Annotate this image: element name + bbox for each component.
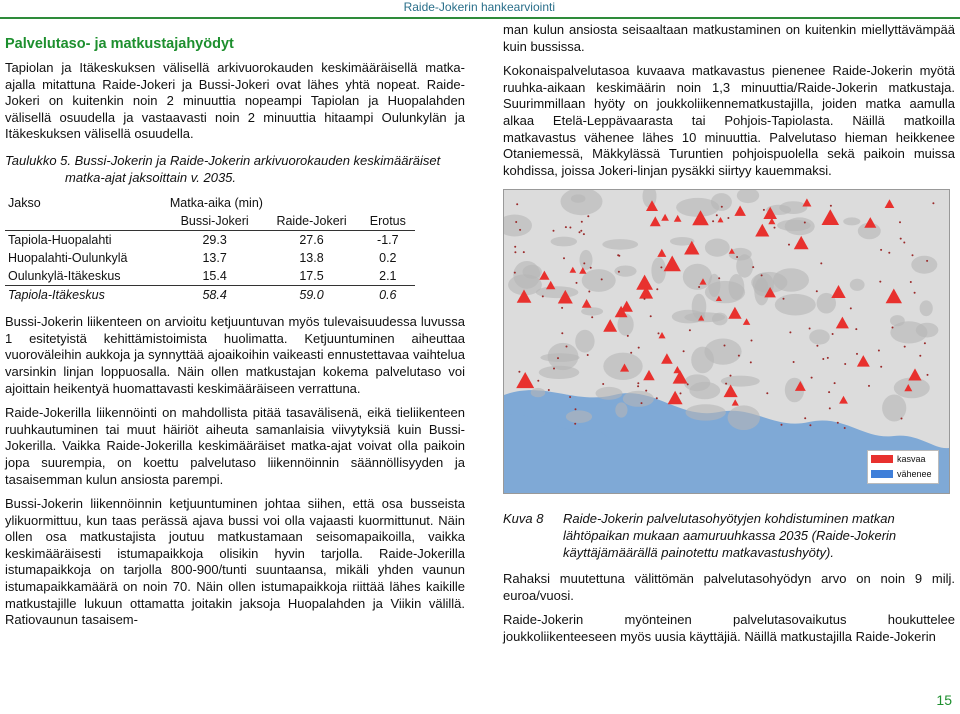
zone-dot — [561, 333, 563, 335]
zone-dot — [912, 255, 914, 257]
zone-dot — [830, 205, 832, 207]
zone-dot — [932, 203, 934, 205]
cell-jakso: Tapiola-Huopalahti — [8, 233, 112, 248]
zone-dot — [850, 308, 852, 310]
cell-bussi: 58.4 — [167, 286, 263, 305]
zone-dot — [924, 343, 926, 345]
zone-dot — [581, 221, 583, 223]
zone-dot — [804, 418, 806, 420]
zone-dot — [576, 282, 578, 284]
zone-dot — [656, 398, 658, 400]
zone-dot — [553, 368, 555, 370]
urban-area — [596, 387, 623, 400]
zone-dot — [914, 292, 916, 294]
header-rule — [0, 17, 960, 19]
zone-dot — [844, 427, 846, 429]
zone-dot — [788, 244, 790, 246]
zone-dot — [837, 422, 839, 424]
zone-dot — [638, 347, 640, 349]
zone-dot — [783, 298, 785, 300]
zone-dot — [602, 383, 604, 385]
urban-area — [513, 261, 540, 289]
cell-jakso: Huopalahti-Oulunkylä — [8, 251, 128, 266]
cell-erotus: 0.2 — [379, 251, 397, 266]
urban-area — [689, 382, 720, 399]
zone-dot — [903, 242, 905, 244]
zone-dot — [698, 286, 700, 288]
zone-dot — [561, 307, 563, 309]
figure-label: Kuva 8 — [503, 511, 544, 527]
zone-dot — [590, 267, 592, 269]
zone-dot — [553, 230, 555, 232]
zone-dot — [514, 252, 516, 254]
urban-area — [683, 264, 712, 290]
urban-area — [775, 294, 816, 316]
map-image — [504, 190, 949, 493]
urban-area — [615, 403, 627, 418]
zone-dot — [724, 345, 726, 347]
zone-dot — [834, 382, 836, 384]
urban-area — [614, 266, 636, 277]
legend-increase-label: kasvaa — [897, 453, 926, 464]
zone-dot — [548, 389, 550, 391]
cell-raide: 27.6 — [299, 233, 324, 248]
zone-dot — [816, 291, 818, 293]
running-header: Raide-Jokerin hankearviointi — [403, 0, 555, 14]
zone-dot — [569, 227, 571, 229]
urban-area — [843, 218, 860, 226]
zone-dot — [725, 383, 727, 385]
body-paragraph: Kokonaispalvelutasoa kuvaava matkavastus pienenee Raide-Jokerin myötä ruuhka-aikaan keskimäärin noin 1,3 minuuttia/Raide-Jokerin matkustaja. Suurimmillaan hyöty on joukkoliikennematkustajilla, joiden matka aamulla alkaa Etelä-Leppävaarasta tai Pohjois-Tapiolasta. Näillä matkoilla matkavastus vähenee lähes 10 minuuttia. Palvelutaso hieman heikkenee Otaniemessä, Mäkkylässä Turuntien pohjoispuolella sekä paikoin muissa kohdissa, joissa Jokeri-linjan pysäkki siirtyy kauemmaksi. — [503, 63, 955, 178]
zone-dot — [516, 204, 518, 206]
table-row — [5, 231, 415, 250]
zone-dot — [752, 266, 754, 268]
figure-caption-text: Raide-Jokerin palvelutasohyötyjen kohdistuminen matkan lähtöpaikan mukaan aamuruuhkassa 2035 (Raide-Jokerin käyttäjämäärällä painotettu matkavastushyöty). — [563, 511, 897, 560]
urban-area — [651, 258, 666, 285]
zone-dot — [523, 251, 525, 253]
zone-dot — [927, 374, 929, 376]
travel-time-table — [5, 194, 415, 304]
urban-area — [809, 330, 830, 345]
table-row — [5, 267, 415, 286]
zone-dot — [774, 227, 776, 229]
zone-dot — [518, 371, 520, 373]
urban-area — [676, 198, 719, 217]
zone-dot — [650, 316, 652, 318]
zone-dot — [822, 358, 824, 360]
zone-dot — [910, 281, 912, 283]
urban-area — [684, 313, 725, 323]
body-paragraph: Rahaksi muutettuna välittömän palvelutasohyödyn arvo on noin 9 milj. euroa/vuosi. — [503, 571, 955, 603]
zone-dot — [868, 385, 870, 387]
section-title: Palvelutaso- ja matkustajahyödyt — [5, 36, 234, 52]
cell-bussi: 13.7 — [202, 251, 227, 266]
cell-jakso: Tapiola-Itäkeskus — [5, 286, 167, 305]
urban-area — [916, 323, 939, 338]
zone-dot — [689, 330, 691, 332]
zone-dot — [832, 333, 834, 335]
urban-area — [575, 330, 594, 353]
col-raide-header: Raide-Jokeri — [262, 212, 360, 231]
urban-area — [531, 388, 546, 397]
urban-area — [773, 269, 809, 293]
cell-erotus: 0.6 — [361, 286, 415, 305]
zone-dot — [736, 256, 738, 258]
zone-dot — [618, 271, 620, 273]
zone-dot — [680, 393, 682, 395]
zone-dot — [901, 418, 903, 420]
urban-area — [894, 378, 930, 399]
zone-dot — [566, 346, 568, 348]
zone-dot — [892, 327, 894, 329]
left-column — [5, 22, 465, 637]
zone-dot — [563, 258, 565, 260]
urban-area — [551, 237, 577, 247]
zone-dot — [565, 226, 567, 228]
zone-dot — [879, 281, 881, 283]
cell-raide: 17.5 — [299, 269, 324, 284]
cell-raide: 13.8 — [299, 251, 324, 266]
urban-area — [704, 339, 741, 365]
table-row-total — [5, 286, 415, 305]
table-caption: Taulukko 5. Bussi-Jokerin ja Raide-Jokerin arkivuorokauden keskimääräiset matka-ajat jaksoittain v. 2035. — [5, 152, 441, 185]
right-column — [503, 22, 955, 654]
urban-area — [686, 405, 726, 421]
body-paragraph: Bussi-Jokerin liikennöinnin ketjuuntuminen johtaa siihen, että osa busseista ylikuormittuu, kun taas perässä ajava bussi voi olla vajaasti kuormittunut. Näin ollen osa matkustajista joutuu matkustamaan seisomapaikoilla, vaikka keskimääräisesti istumapaikkoja olisikin hyvin tarjolla. Raide-Jokerilla istumapaikkoja on tarjolla 800-900/tunti suuntaansa, mikäli yhden vaunun istumapaikkamäärä on noin 70. Näin ollen istumapaikkoja riittää lähes kaikille matkustajille lukuun ottamatta joitakin jaksoja Huopalahden ja Viikin välillä. Ratiovaunun tasaisem- — [5, 496, 465, 628]
zone-dot — [683, 351, 685, 353]
zone-dot — [514, 272, 516, 274]
map-legend — [867, 450, 939, 484]
urban-area — [911, 256, 937, 274]
zone-dot — [738, 355, 740, 357]
zone-dot — [781, 424, 783, 426]
zone-dot — [804, 222, 806, 224]
urban-area — [777, 220, 811, 231]
cell-erotus: 2.1 — [379, 269, 397, 284]
urban-area — [920, 301, 933, 317]
zone-dot — [583, 233, 585, 235]
zone-dot — [828, 391, 830, 393]
zone-dot — [583, 263, 585, 265]
zone-dot — [761, 275, 763, 277]
col-erotus-header: Erotus — [361, 212, 415, 231]
zone-dot — [557, 357, 559, 359]
zone-dot — [644, 298, 646, 300]
zone-dot — [587, 354, 589, 356]
urban-area — [882, 395, 906, 422]
zone-dot — [716, 215, 718, 217]
urban-area — [754, 278, 769, 306]
zone-dot — [811, 377, 813, 379]
zone-dot — [575, 409, 577, 411]
zone-dot — [601, 279, 603, 281]
zone-dot — [844, 363, 846, 365]
zone-dot — [878, 350, 880, 352]
urban-area — [850, 279, 865, 291]
zone-dot — [656, 289, 658, 291]
zone-dot — [641, 402, 643, 404]
col-bussi-header: Bussi-Jokeri — [167, 212, 263, 231]
urban-area — [581, 308, 603, 316]
zone-dot — [588, 291, 590, 293]
urban-area — [705, 239, 730, 257]
urban-area — [582, 269, 616, 292]
zone-dot — [827, 357, 829, 359]
urban-area — [721, 376, 760, 387]
table-row — [5, 249, 415, 267]
urban-area — [623, 391, 654, 407]
zone-dot — [820, 263, 822, 265]
body-paragraph: man kulun ansiosta seisaaltaan matkustaminen on kuitenkin miellyttävämpää kuin bussissa. — [503, 22, 955, 54]
urban-area — [548, 343, 579, 370]
zone-dot — [519, 229, 521, 231]
zone-dot — [658, 333, 660, 335]
zone-dot — [587, 216, 589, 218]
legend-decrease-swatch — [871, 470, 893, 478]
benefit-map — [503, 189, 950, 494]
urban-area — [602, 239, 638, 250]
cell-bussi: 29.3 — [202, 233, 227, 248]
zone-dot — [637, 386, 639, 388]
urban-area — [566, 411, 592, 424]
zone-dot — [537, 380, 539, 382]
zone-dot — [569, 396, 571, 398]
zone-dot — [809, 328, 811, 330]
zone-dot — [637, 383, 639, 385]
legend-increase-swatch — [871, 455, 893, 463]
zone-dot — [730, 375, 732, 377]
body-paragraph: Raide-Jokerilla liikennöinti on mahdollista pitää tasavälisenä, eikä tieliikenteen ruuhkautuminen tai muut häiriöt aiheuta samanlaisia viivytyksiä kuin Bussi-Jokerilla. Vaikka Raide-Jokerilla keskimääräiset matka-ajat voivat olla paikoin jopa suurempia, on koettu palvelutaso liikennöinnin säännöllisyyden ja tasaisemman kulun ansiosta parempi. — [5, 405, 465, 487]
zone-dot — [660, 267, 662, 269]
zone-dot — [855, 328, 857, 330]
figure-caption — [503, 511, 955, 561]
zone-dot — [880, 366, 882, 368]
zone-dot — [880, 249, 882, 251]
zone-dot — [750, 362, 752, 364]
page-number: 15 — [936, 692, 952, 708]
body-paragraph: Bussi-Jokerin liikenteen on arvioitu ketjuuntuvan myös tulevaisuudessa luvussa 1 esitetyistä kehittämistoimista huolimatta. Ketjuuntuminen aiheuttaa vuoroväleihin aukkoja ja synnyttää ajoaikoihin vaikeasti ennustettavaa vaihtelua varsinkin linjan loppuosalla. Näin ollen matkustajan kokema palvelutaso voi ajoittain heikentyä huomattavasti keskimääräiseen verrattuna. — [5, 314, 465, 396]
zone-dot — [766, 393, 768, 395]
zone-dot — [542, 296, 544, 298]
zone-dot — [763, 209, 765, 211]
body-paragraph: Raide-Jokerin myönteinen palvelutasovaikutus houkuttelee joukkoliikenteeseen myös uusia käyttäjiä. Näillä matkustajilla Raide-Jokerin — [503, 612, 955, 644]
intro-paragraph: Tapiolan ja Itäkeskuksen välisellä arkivuorokauden keskimääräisellä matka-ajalla mitattuna Raide-Jokeri ja Bussi-Jokeri ovat lähes yhtä nopeat. Raide-Jokeri on kuitenkin noin 2 minuuttia nopeampi Tapiolan ja Huopalahden välisellä osuudella ja vastaavasti noin 2 minuuttia hitaampi Oulunkylän ja Itäkeskuksen välisellä osuudella. — [5, 60, 465, 142]
zone-dot — [926, 260, 928, 262]
zone-dot — [618, 255, 620, 257]
zone-dot — [919, 355, 921, 357]
zone-dot — [899, 222, 901, 224]
cell-jakso: Oulunkylä-Itäkeskus — [8, 269, 121, 284]
zone-dot — [591, 317, 593, 319]
zone-dot — [579, 232, 581, 234]
zone-dot — [627, 335, 629, 337]
col-group-header: Matka-aika (min) — [169, 196, 263, 211]
zone-dot — [580, 230, 582, 232]
zone-dot — [904, 346, 906, 348]
zone-dot — [721, 206, 723, 208]
zone-dot — [856, 353, 858, 355]
zone-dot — [687, 384, 689, 386]
zone-dot — [718, 278, 720, 280]
zone-dot — [727, 217, 729, 219]
zone-dot — [809, 425, 811, 427]
zone-dot — [888, 252, 890, 254]
zone-dot — [751, 340, 753, 342]
zone-dot — [789, 332, 791, 334]
urban-area — [705, 281, 745, 303]
cell-raide: 59.0 — [262, 286, 360, 305]
zone-dot — [630, 352, 632, 354]
zone-dot — [829, 408, 831, 410]
cell-erotus: -1.7 — [377, 233, 399, 248]
zone-dot — [574, 423, 576, 425]
legend-decrease-label: vähenee — [897, 468, 932, 479]
cell-bussi: 15.4 — [202, 269, 227, 284]
zone-dot — [793, 361, 795, 363]
zone-dot — [816, 345, 818, 347]
urban-area — [571, 195, 586, 203]
zone-dot — [515, 221, 517, 223]
zone-dot — [900, 238, 902, 240]
zone-dot — [514, 246, 516, 248]
col-jakso-header: Jakso — [8, 196, 41, 211]
zone-dot — [712, 221, 714, 223]
urban-area — [728, 406, 760, 431]
zone-dot — [645, 390, 647, 392]
